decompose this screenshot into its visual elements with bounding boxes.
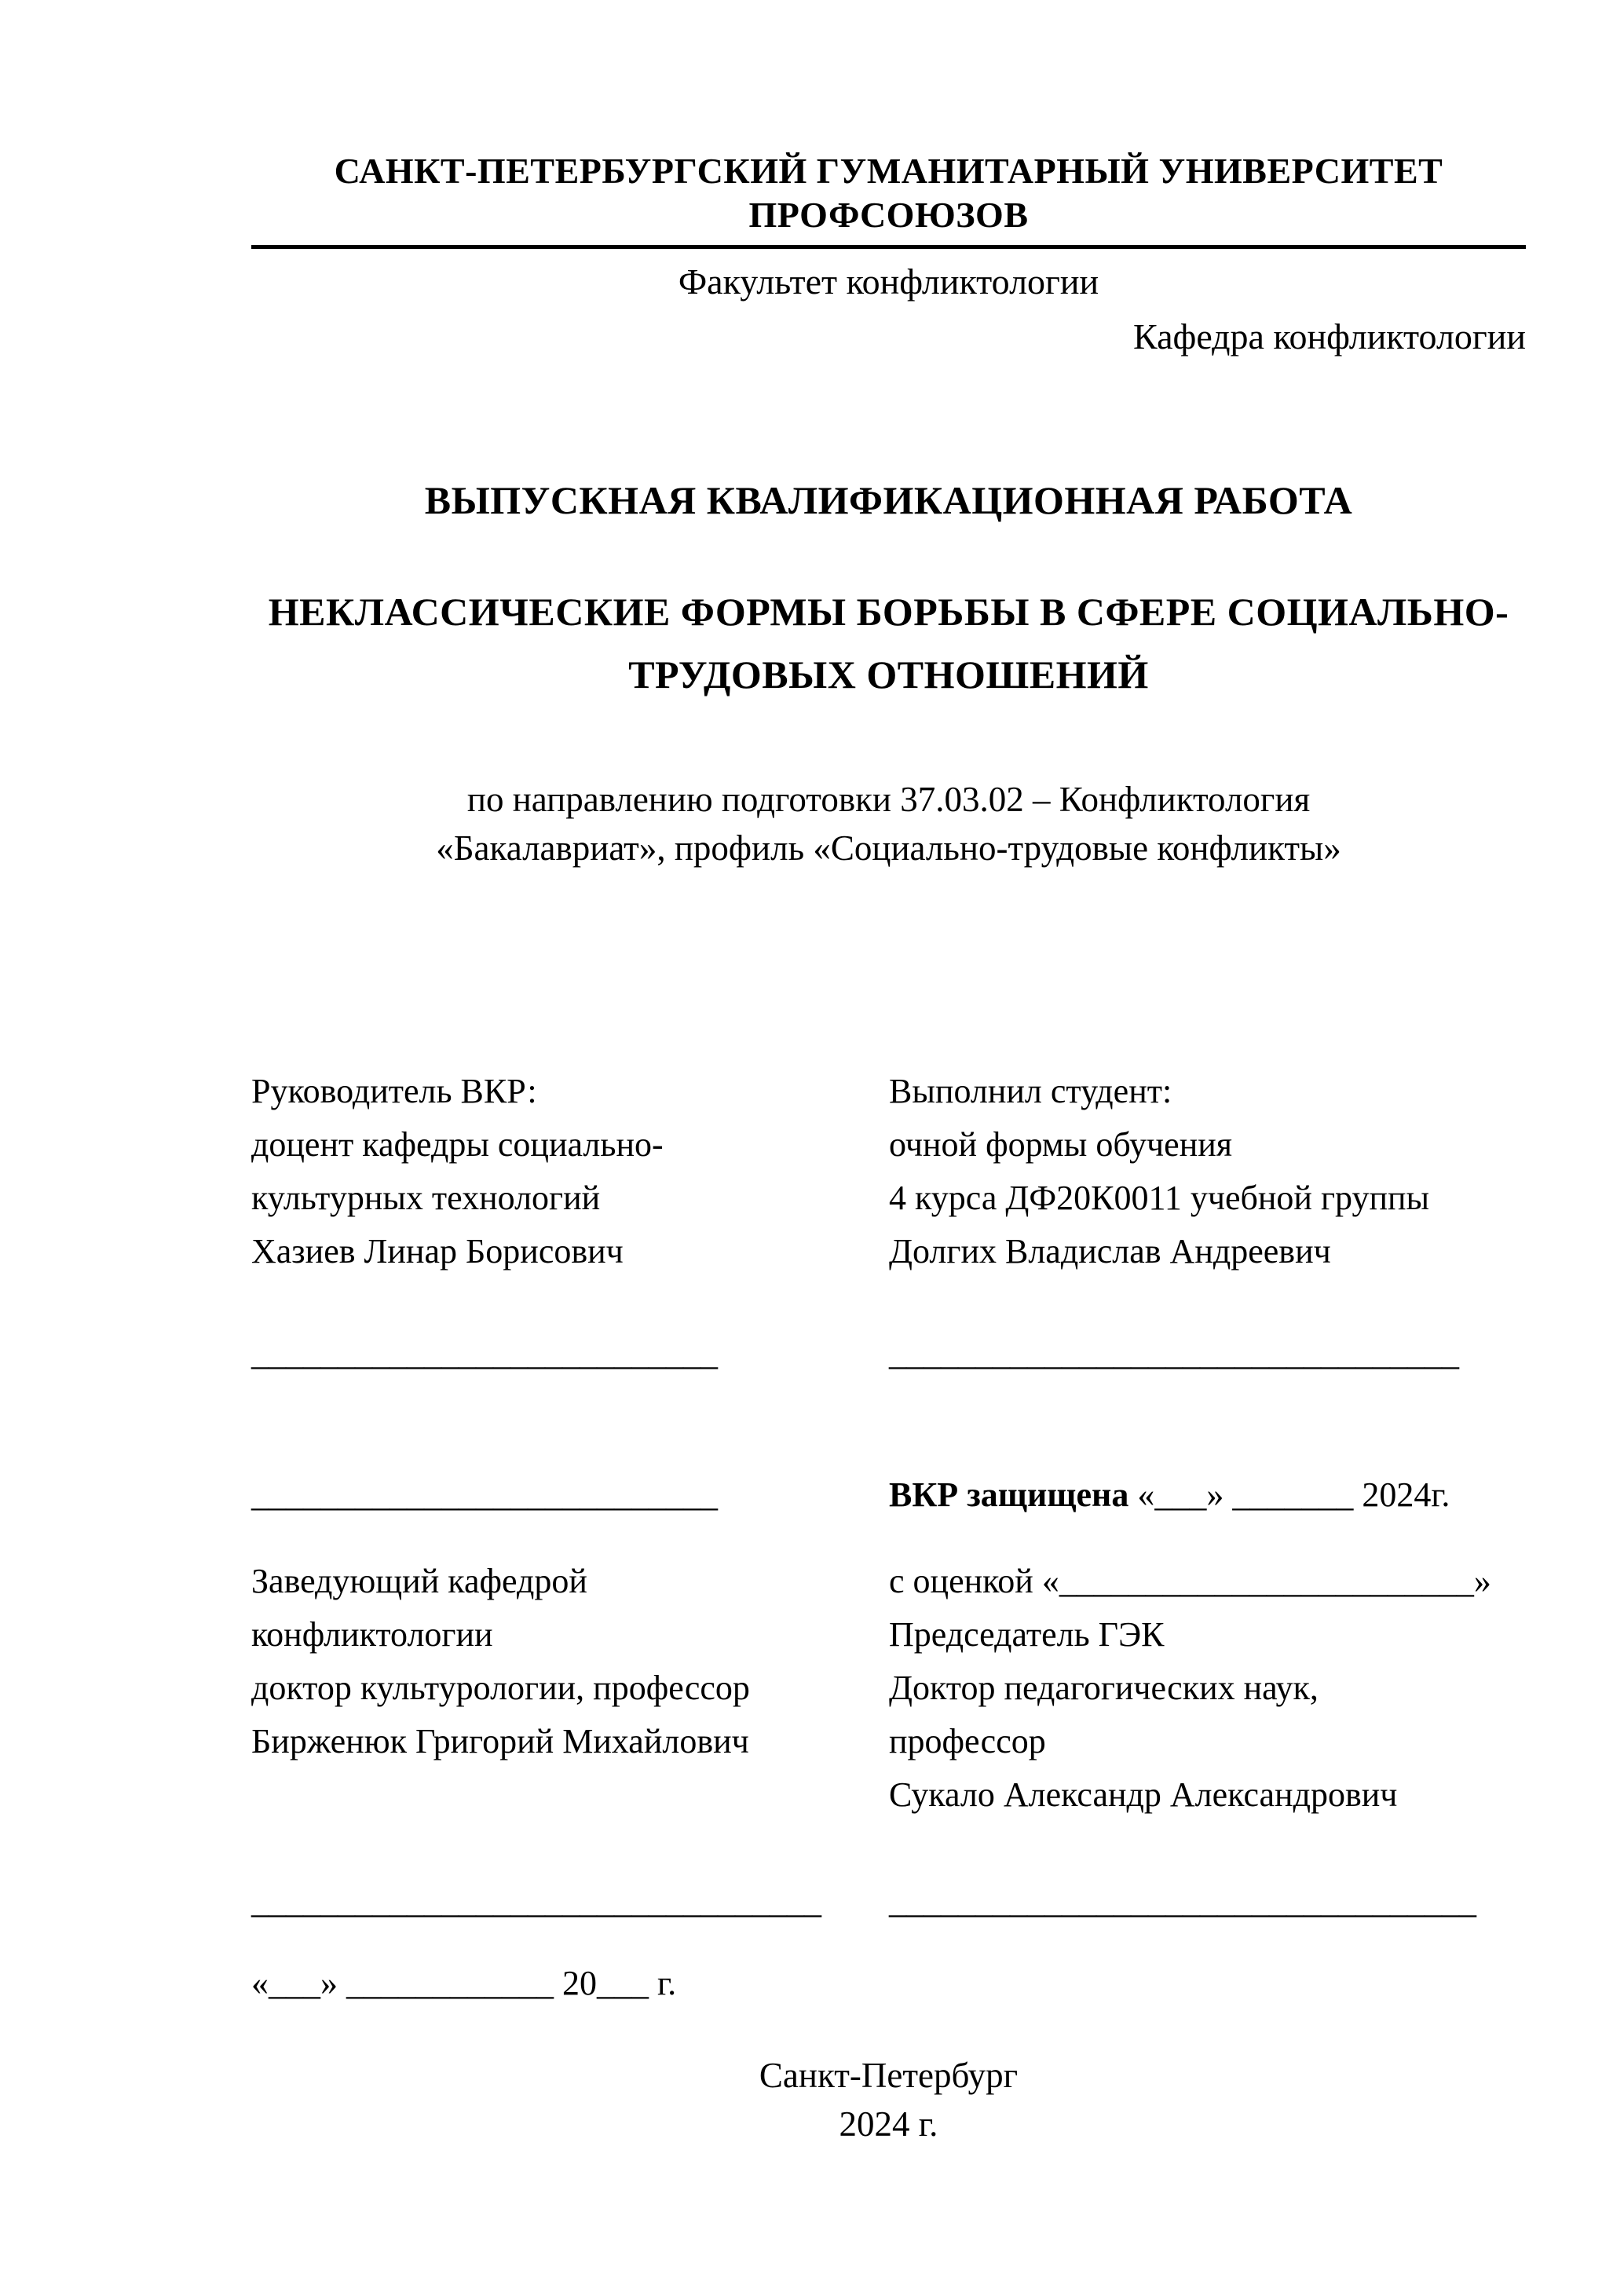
date-row (251, 1957, 1526, 2010)
faculty-name: Факультет конфликтологии (678, 261, 1099, 302)
defense-line (889, 1468, 1526, 1522)
thesis-title-line-1: НЕКЛАССИЧЕСКИЕ ФОРМЫ БОРЬБЫ В СФЕРЕ СОЦИАЛЬНО- (268, 590, 1509, 634)
defense-date-blank: «___» _______ 2024г. (1137, 1475, 1450, 1514)
dept-head-line-1: Заведующий кафедрой (251, 1562, 587, 1600)
grade-blank-line: с оценкой «________________________» (889, 1562, 1491, 1600)
officials-row (251, 1555, 1526, 1822)
dept-head-signature-line: _________________________________ (251, 1882, 821, 1921)
student-group: 4 курса ДФ20К0011 учебной группы (889, 1179, 1430, 1217)
gek-chair-title: Председатель ГЭК (889, 1615, 1165, 1654)
dept-head-line-3: доктор культурологии, профессор (251, 1669, 750, 1707)
student-name: Долгих Владислав Андреевич (889, 1232, 1331, 1270)
signature-row-1 (251, 1327, 1526, 1380)
dept-head-name: Бирженюк Григорий Михайлович (251, 1722, 749, 1760)
supervisor-position-2: культурных технологий (251, 1179, 601, 1217)
supervisor-label: Руководитель ВКР: (251, 1072, 537, 1110)
city-year-block (251, 2051, 1526, 2148)
thesis-title (251, 580, 1526, 706)
gek-block (889, 1555, 1526, 1822)
student-label: Выполнил студент: (889, 1072, 1172, 1110)
date-row-spacer (889, 1957, 1526, 2010)
supervisor-signature-line-2: ___________________________ (251, 1475, 718, 1514)
work-type-heading: ВЫПУСКНАЯ КВАЛИФИКАЦИОННАЯ РАБОТА (424, 478, 1353, 522)
gek-chair-rank: профессор (889, 1722, 1046, 1760)
gek-chair-degree: Доктор педагогических наук, (889, 1669, 1319, 1707)
student-block (889, 1065, 1526, 1278)
dept-head-line-2: конфликтологии (251, 1615, 493, 1654)
program-direction: по направлению подготовки 37.03.02 – Конфликтология (466, 780, 1311, 819)
supervisor-signature-line: ___________________________ (251, 1334, 718, 1373)
year: 2024 г. (839, 2104, 938, 2144)
header (251, 149, 1526, 359)
defense-label: ВКР защищена (889, 1475, 1129, 1514)
date-blank-line: «___» ____________ 20___ г. (251, 1964, 677, 2002)
supervisor-block (251, 1065, 889, 1278)
thesis-title-line-2: ТРУДОВЫХ ОТНОШЕНИЙ (628, 653, 1149, 696)
program-block (251, 775, 1526, 872)
department-name: Кафедра конфликтологии (1133, 316, 1526, 356)
defense-row (251, 1468, 1526, 1522)
program-profile: «Бакалавриат», профиль «Социально-трудовые конфликты» (436, 828, 1341, 868)
supervisor-position-1: доцент кафедры социально- (251, 1125, 664, 1164)
dept-head-block (251, 1555, 889, 1822)
student-signature-line: _________________________________ (889, 1334, 1459, 1373)
university-name: САНКТ-ПЕТЕРБУРГСКИЙ ГУМАНИТАРНЫЙ УНИВЕРСИТЕТ ПРОФСОЮЗОВ (334, 151, 1443, 235)
supervisor-name: Хазиев Линар Борисович (251, 1232, 624, 1270)
student-form: очной формы обучения (889, 1125, 1233, 1164)
people-row (251, 1065, 1526, 1278)
gek-chair-signature-line: __________________________________ (889, 1882, 1476, 1921)
gek-chair-name: Сукало Александр Александрович (889, 1775, 1398, 1814)
city-name: Санкт-Петербург (759, 2056, 1019, 2095)
signature-row-2 (251, 1875, 1526, 1929)
header-rule (251, 245, 1526, 249)
